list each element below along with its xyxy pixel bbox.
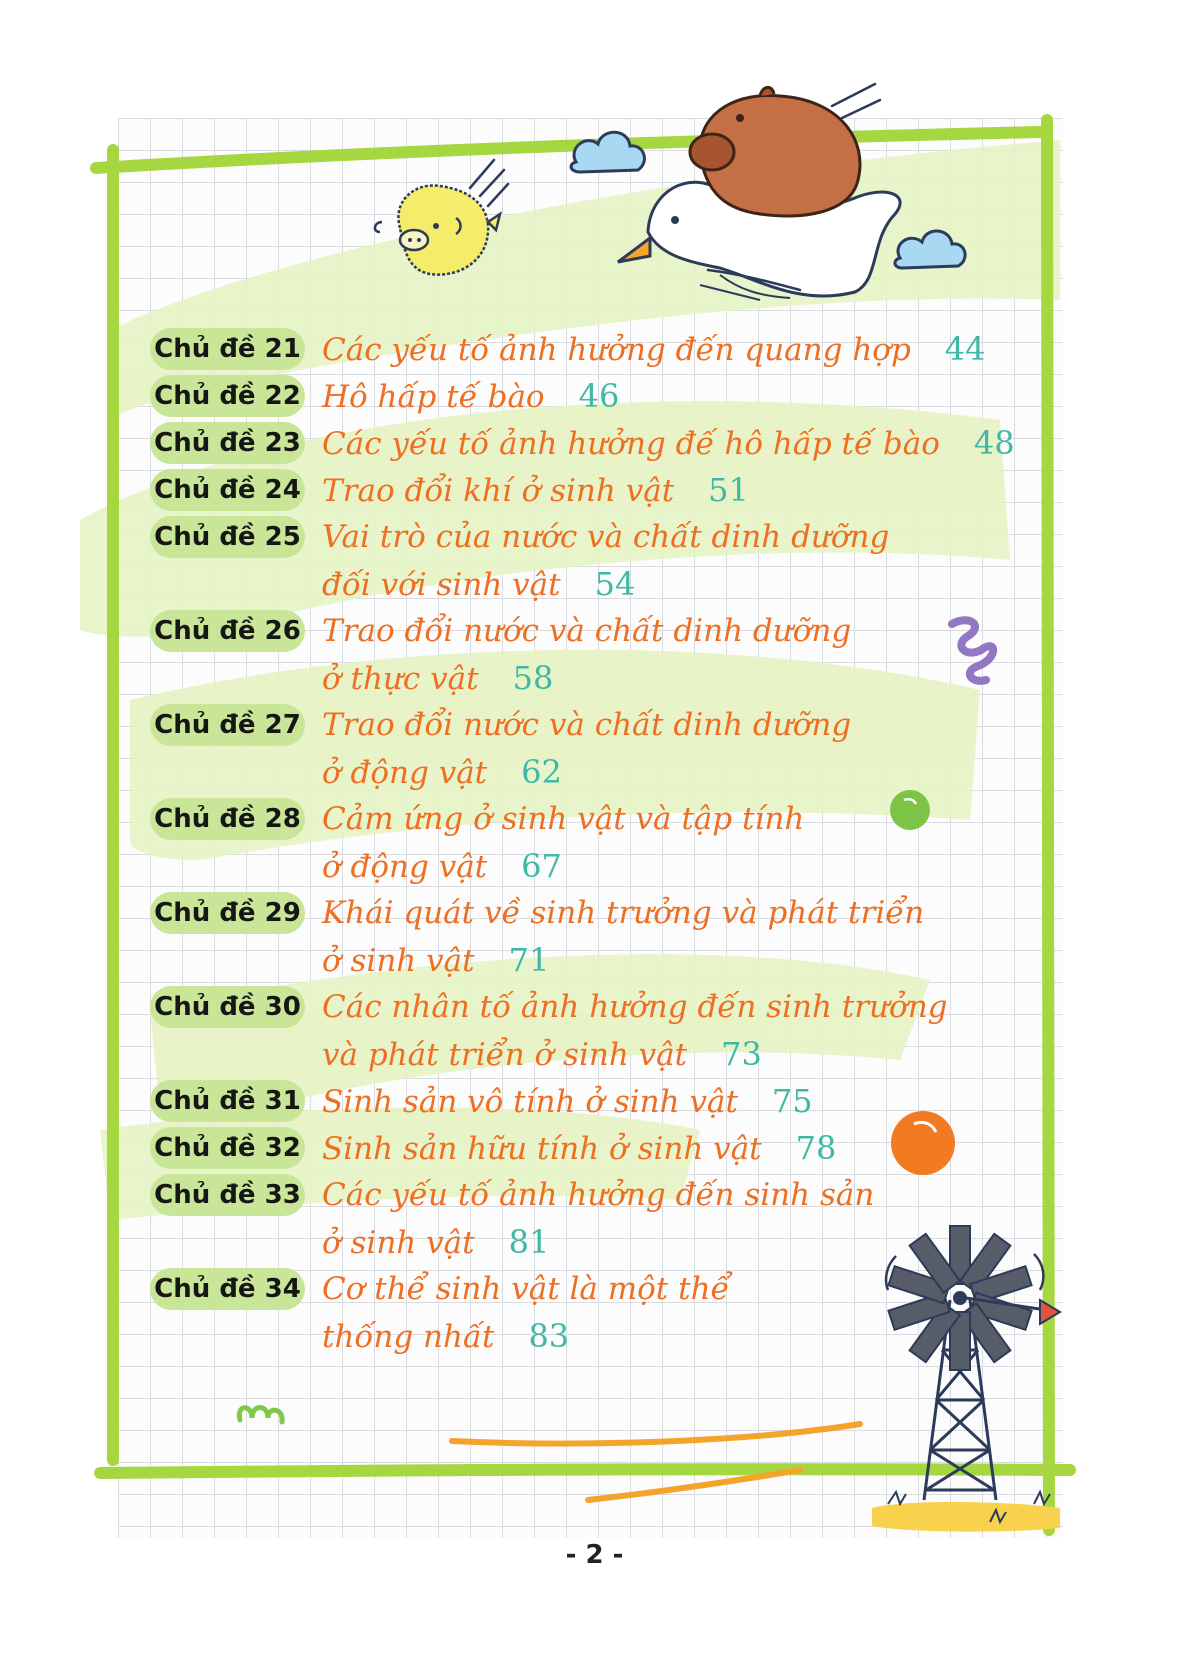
topic-title-line: Vai trò của nước và chất dinh dưỡng [322, 519, 890, 555]
page-ref: 67 [521, 847, 562, 885]
topic-title-line: ở sinh vật 81 [322, 1223, 550, 1261]
topic-title-line: ở thực vật 58 [322, 659, 554, 697]
page-ref: 46 [578, 377, 620, 415]
topic-badge: Chủ đề 22 [150, 375, 305, 417]
topic-title-line: thống nhất 83 [322, 1317, 570, 1355]
topic-badge: Chủ đề 21 [150, 328, 305, 370]
page-number: - 2 - [565, 1540, 624, 1570]
topic-badge: Chủ đề 28 [150, 798, 305, 840]
topic-title-line: Các yếu tố ảnh hưởng đế hô hấp tế bào 48 [322, 424, 1015, 462]
topic-title-line: Hô hấp tế bào 46 [322, 377, 620, 415]
topic-title-line: Các yếu tố ảnh hưởng đến quang hợp 44 [322, 330, 986, 368]
topic-title-line: Cảm ứng ở sinh vật và tập tính [322, 801, 805, 837]
topic-badge: Chủ đề 26 [150, 610, 305, 652]
topic-badge: Chủ đề 33 [150, 1174, 305, 1216]
page-ref: 58 [512, 659, 554, 697]
page-ref: 48 [973, 424, 1015, 462]
page-ref: 73 [721, 1035, 762, 1073]
page-ref: 44 [944, 330, 986, 368]
topic-badge: Chủ đề 29 [150, 892, 305, 934]
topic-badge: Chủ đề 23 [150, 422, 305, 464]
page-ref: 71 [508, 941, 550, 979]
topic-title-line: ở động vật 67 [322, 847, 562, 885]
topic-title-line: ở sinh vật 71 [322, 941, 550, 979]
topic-title-line: Sinh sản hữu tính ở sinh vật 78 [322, 1129, 837, 1167]
topic-title-line: và phát triển ở sinh vật 73 [322, 1035, 762, 1073]
page-ref: 78 [795, 1129, 837, 1167]
topic-badge: Chủ đề 31 [150, 1080, 305, 1122]
topic-title-line: Trao đổi nước và chất dinh dưỡng [322, 613, 852, 649]
topic-title-line: Trao đổi khí ở sinh vật 51 [322, 471, 749, 509]
page-ref: 75 [771, 1082, 813, 1120]
page-ref: 54 [594, 565, 636, 603]
topic-title-line: ở động vật 62 [322, 753, 562, 791]
topic-badge: Chủ đề 30 [150, 986, 305, 1028]
topic-title-line: Các yếu tố ảnh hưởng đến sinh sản [322, 1177, 875, 1213]
topic-badge: Chủ đề 27 [150, 704, 305, 746]
topic-badge: Chủ đề 32 [150, 1127, 305, 1169]
topic-badge: Chủ đề 34 [150, 1268, 305, 1310]
page-ref: 62 [521, 753, 562, 791]
page-ref: 81 [508, 1223, 550, 1261]
topic-badge: Chủ đề 24 [150, 469, 305, 511]
topic-title-line: Các nhân tố ảnh hưởng đến sinh trưởng [322, 989, 948, 1025]
topic-title-line: Khái quát về sinh trưởng và phát triển [322, 895, 925, 931]
topic-title-line: đối với sinh vật 54 [322, 565, 636, 603]
page-ref: 83 [528, 1317, 570, 1355]
topic-title-line: Sinh sản vô tính ở sinh vật 75 [322, 1082, 813, 1120]
topic-title-line: Trao đổi nước và chất dinh dưỡng [322, 707, 852, 743]
page-ref: 51 [708, 471, 749, 509]
topic-badge: Chủ đề 25 [150, 516, 305, 558]
topic-title-line: Cơ thể sinh vật là một thể [322, 1271, 730, 1307]
